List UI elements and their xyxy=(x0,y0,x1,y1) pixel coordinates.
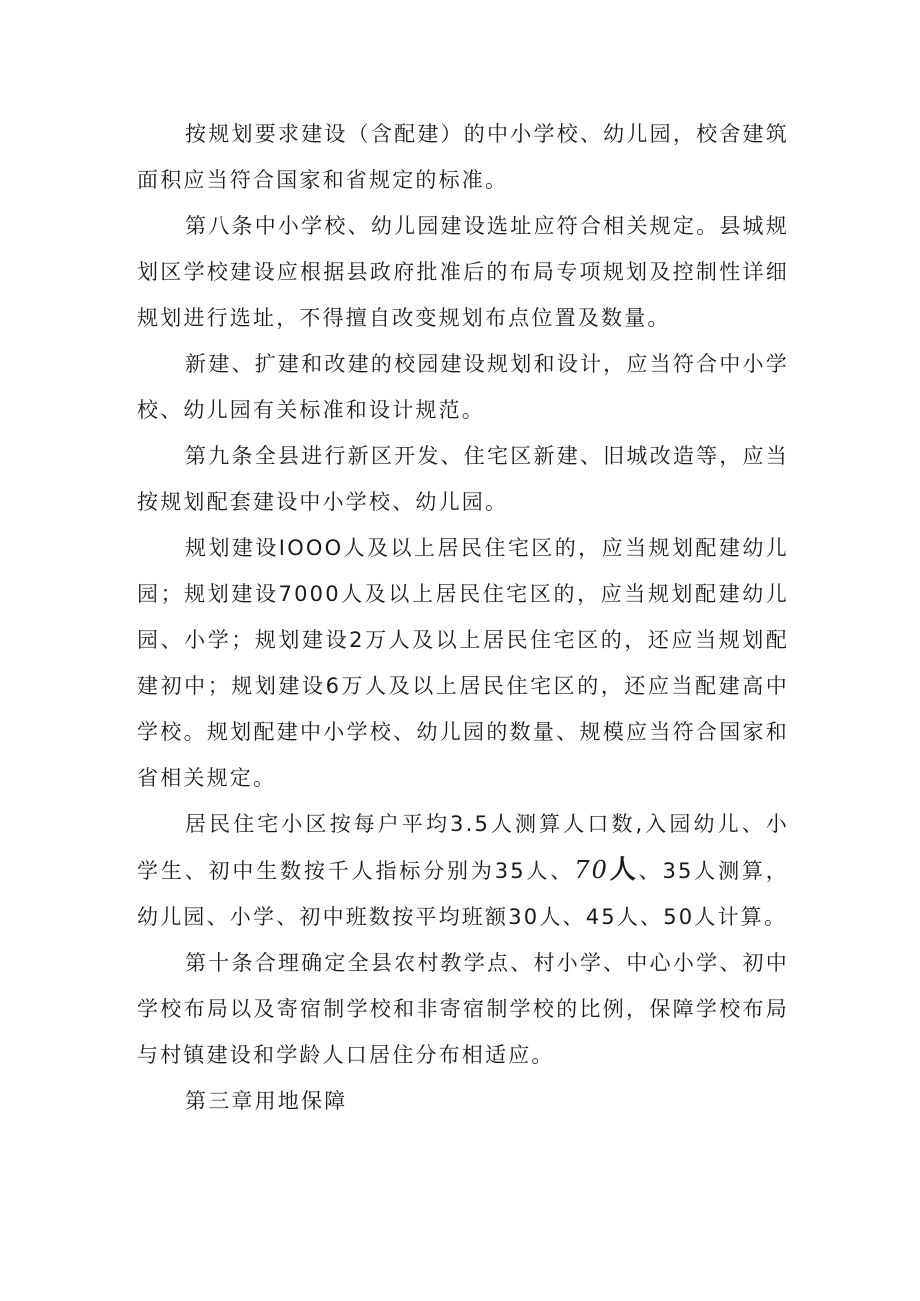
paragraph-population-calculation xyxy=(137,801,789,940)
paragraph-article-8: 第八条中小学校、幼儿园建设选址应符合相关规定。县城规划区学校建设应根据县政府批准后的布局专项规划及控制性详细规划进行选址，不得擅自改变规划布点位置及数量。 xyxy=(137,214,789,330)
document-body xyxy=(137,111,789,1124)
paragraph-school-building-standard: 按规划要求建设（含配建）的中小学校、幼儿园，校舍建筑面积应当符合国家和省规定的标准。 xyxy=(137,122,789,192)
population-text-after: 、35人测算，幼儿园、小学、初中班数按平均班额30人、45人、50人计算。 xyxy=(137,859,789,929)
chapter-heading: 第三章用地保障 xyxy=(185,1089,348,1113)
paragraph-article-10: 第十条合理确定全县农村教学点、村小学、中心小学、初中学校布局以及寄宿制学校和非寄宿制学校的比例，保障学校布局与村镇建设和学龄人口居住分布相适应。 xyxy=(137,951,789,1067)
paragraph-campus-design: 新建、扩建和改建的校园建设规划和设计，应当符合中小学校、幼儿园有关标准和设计规范。 xyxy=(137,352,789,422)
paragraph-article-9: 第九条全县进行新区开发、住宅区新建、旧城改造等，应当按规划配套建设中小学校、幼儿园。 xyxy=(137,444,789,514)
bold-character: 人 xyxy=(609,855,639,885)
population-text-before: 居民住宅小区按每户平均3.5人测算人口数,入园幼儿、小学生、初中生数按千人指标分别为35人、 xyxy=(137,812,789,883)
paragraph-population-thresholds: 规划建设IOOO人及以上居民住宅区的，应当规划配建幼儿园；规划建设7000人及以上居民住宅区的，应当规划配建幼儿园、小学；规划建设2万人及以上居民住宅区的，还应当规划配建初中；规划建设6万人及以上居民住宅区的，还应当配建高中学校。规划配建中小学校、幼儿园的数量、规模应当符合国家和省相关规定。 xyxy=(137,536,789,790)
italic-number: 70 xyxy=(574,856,610,884)
